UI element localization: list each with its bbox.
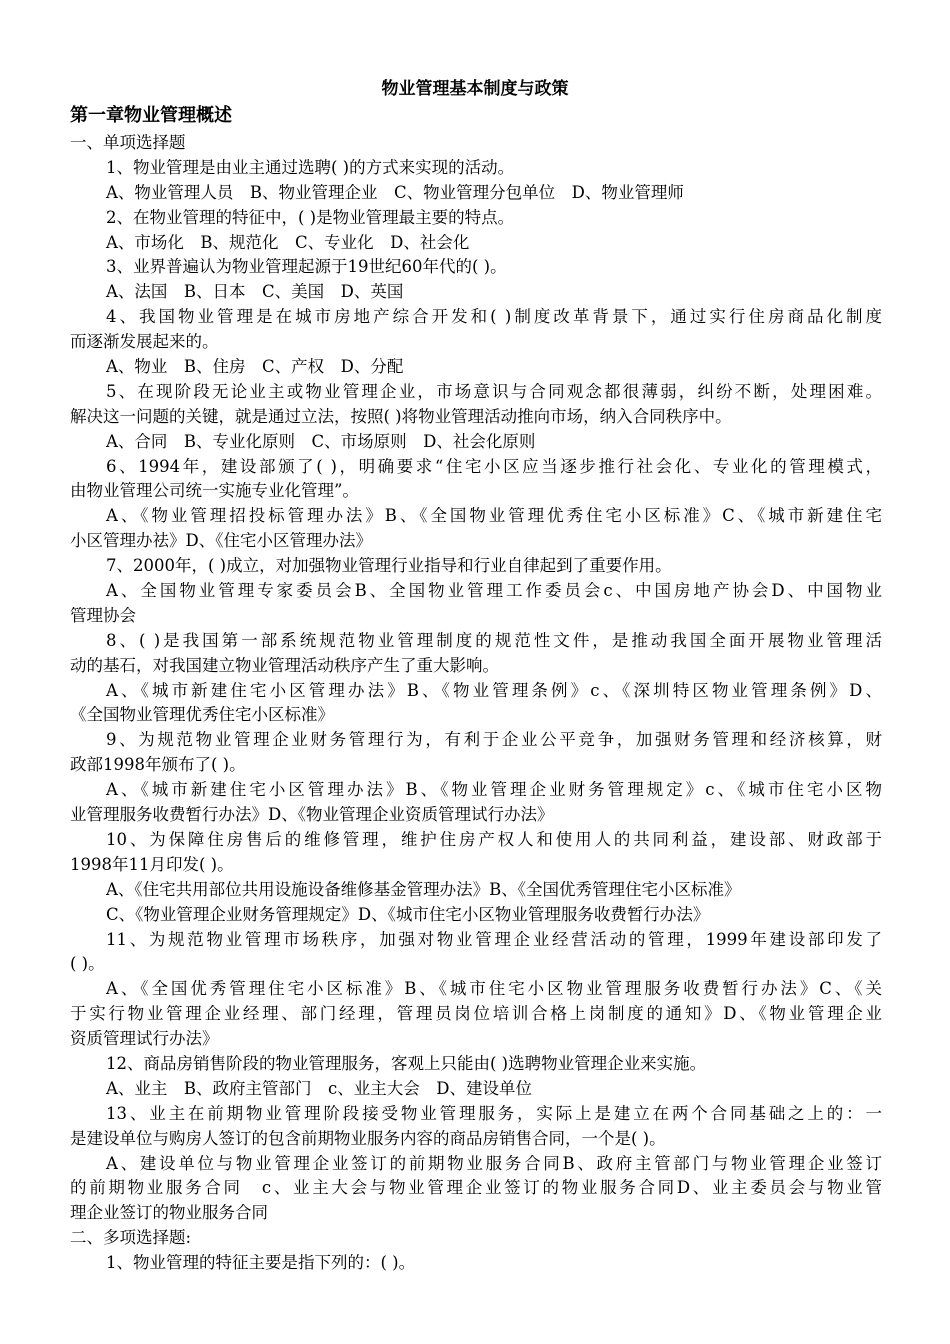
text-line: 是建设单位与购房人签订的包含前期物业服务内容的商品房销售合同，一个是( )。 xyxy=(70,1128,666,1148)
text-line: 2、在物业管理的特征中，( )是物业管理最主要的特点。 xyxy=(106,207,515,227)
text-line: 3、业界普遍认为物业管理起源于19世纪60年代的( )。 xyxy=(106,257,507,277)
text-line: 8、( )是我国第一部系统规范物业管理制度的规范性文件，是推动我国全面开展物业管理活 xyxy=(106,630,882,650)
text-line: 1、物业管理的特征主要是指下列的：( )。 xyxy=(106,1253,416,1273)
text-line: 由物业管理公司统一实施专业化管理”。 xyxy=(70,481,359,501)
text-line: A、《住宅共用部位共用设施设备维修基金管理办法》B、《全国优秀管理住宅小区标准》 xyxy=(106,879,741,899)
text-line: 理企业签订的物业服务合同 xyxy=(70,1203,268,1223)
text-line: 6、1994年，建设部颁了( )，明确要求“住宅小区应当逐步推行社会化、专业化的管理模式， xyxy=(106,456,882,476)
document-body xyxy=(70,131,882,1276)
text-line: 管理协会 xyxy=(70,605,136,625)
text-line: 业管理服务收费暂行办法》D、《物业管理企业资质管理试行办法》 xyxy=(70,805,554,825)
text-line: 于实行物业管理企业经理、部门经理，管理员岗位培训合格上岗制度的通知》D、《物业管理企业 xyxy=(70,1004,882,1024)
text-line: 解决这一问题的关键，就是通过立法，按照( )将物业管理活动推向市场，纳入合同秩序中。 xyxy=(70,406,732,426)
text-line: 9、为规范物业管理企业财务管理行为，有利于企业公平竞争，加强财务管理和经济核算，财 xyxy=(106,730,882,750)
text-line: 动的基石，对我国建立物业管理活动秩序产生了重大影响。 xyxy=(70,655,499,675)
text-line: 4、我国物业管理是在城市房地产综合开发和( )制度改革背景下，通过实行住房商品化制度 xyxy=(106,307,882,327)
text-line: 12、商品房销售阶段的物业管理服务，客观上只能由( )选聘物业管理企业来实施。 xyxy=(106,1053,707,1073)
text-line: C、《物业管理企业财务管理规定》D、《城市住宅小区物业管理服务收费暂行办法》 xyxy=(106,904,710,924)
text-line: A、物业管理人员 B、物业管理企业 C、物业管理分包单位 D、物业管理师 xyxy=(106,182,684,202)
text-line: 小区管理办祛》D、《住宅小区管理办法》 xyxy=(70,531,372,551)
text-line: A、建设单位与物业管理企业签订的前期物业服务合同B、政府主管部门与物业管理企业签订 xyxy=(106,1153,882,1173)
text-line: 13、业主在前期物业管理阶段接受物业管理服务，实际上是建立在两个合同基础之上的：一 xyxy=(106,1103,882,1123)
text-line: A、《城市新建住宅小区管理办法》B、《物业管理条例》c、《深圳特区物业管理条例》D、 xyxy=(106,680,882,700)
text-line: 1998年11月印发( )。 xyxy=(70,854,234,874)
text-line: 政部1998年颁布了( )。 xyxy=(70,755,246,775)
text-line: 一、单项选择题 xyxy=(70,133,186,152)
document-title: 物业管理基本制度与政策 xyxy=(381,79,569,99)
text-line: A、合同 B、专业化原则 C、市场原则 D、社会化原则 xyxy=(106,431,536,451)
text-line: 《全国物业管理优秀住宅小区标准》 xyxy=(70,705,334,725)
text-line: 而逐渐发展起来的。 xyxy=(70,332,219,352)
text-line: A、全国物业管理专家委员会B、全国物业管理工作委员会c、中国房地产协会D、中国物业 xyxy=(106,581,882,601)
text-line: A、物业 B、住房 C、产权 D、分配 xyxy=(106,357,404,377)
text-line: A、《物业管理招投标管理办法》B、《全国物业管理优秀住宅小区标准》C、《城市新建住宅 xyxy=(106,506,882,526)
text-line: 11、为规范物业管理市场秩序，加强对物业管理企业经营活动的管理，1999年建设部印发了 xyxy=(106,929,882,949)
text-line: A、业主 B、政府主管部门 c、业主大会 D、建设单位 xyxy=(106,1078,533,1098)
text-line: A、市场化 B、规范化 C、专业化 D、社会化 xyxy=(106,232,470,252)
text-line: A、法国 B、日本 C、美国 D、英国 xyxy=(106,282,404,302)
text-line: 1、物业管理是由业主通过选聘( )的方式来实现的活动。 xyxy=(106,157,515,177)
text-line: ( )。 xyxy=(70,954,105,974)
text-line: 7、2000年，( )成立，对加强物业管理行业指导和行业自律起到了重要作用。 xyxy=(106,556,672,576)
text-line: 二、多项选择题: xyxy=(70,1228,192,1248)
chapter-heading: 第一章物业管理概述 xyxy=(70,105,232,126)
text-line: 资质管理试行办法》 xyxy=(70,1029,219,1049)
text-line: 的前期物业服务合同 c、业主大会与物业管理企业签订的物业服务合同D、业主委员会与物业管 xyxy=(70,1178,882,1198)
text-line: A、《全国优秀管理住宅小区标准》B、《城市住宅小区物业管理服务收费暂行办法》C、《关 xyxy=(106,979,882,999)
text-line: A、《城市新建住宅小区管理办法》B、《物业管理企业财务管理规定》c、《城市住宅小区物 xyxy=(106,780,882,800)
text-line: 10、为保障住房售后的维修管理，维护住房产权人和使用人的共同利益，建设部、财政部于 xyxy=(106,829,882,849)
text-line: 5、在现阶段无论业主或物业管理企业，市场意识与合同观念都很薄弱，纠纷不断，处理困难。 xyxy=(106,381,882,401)
